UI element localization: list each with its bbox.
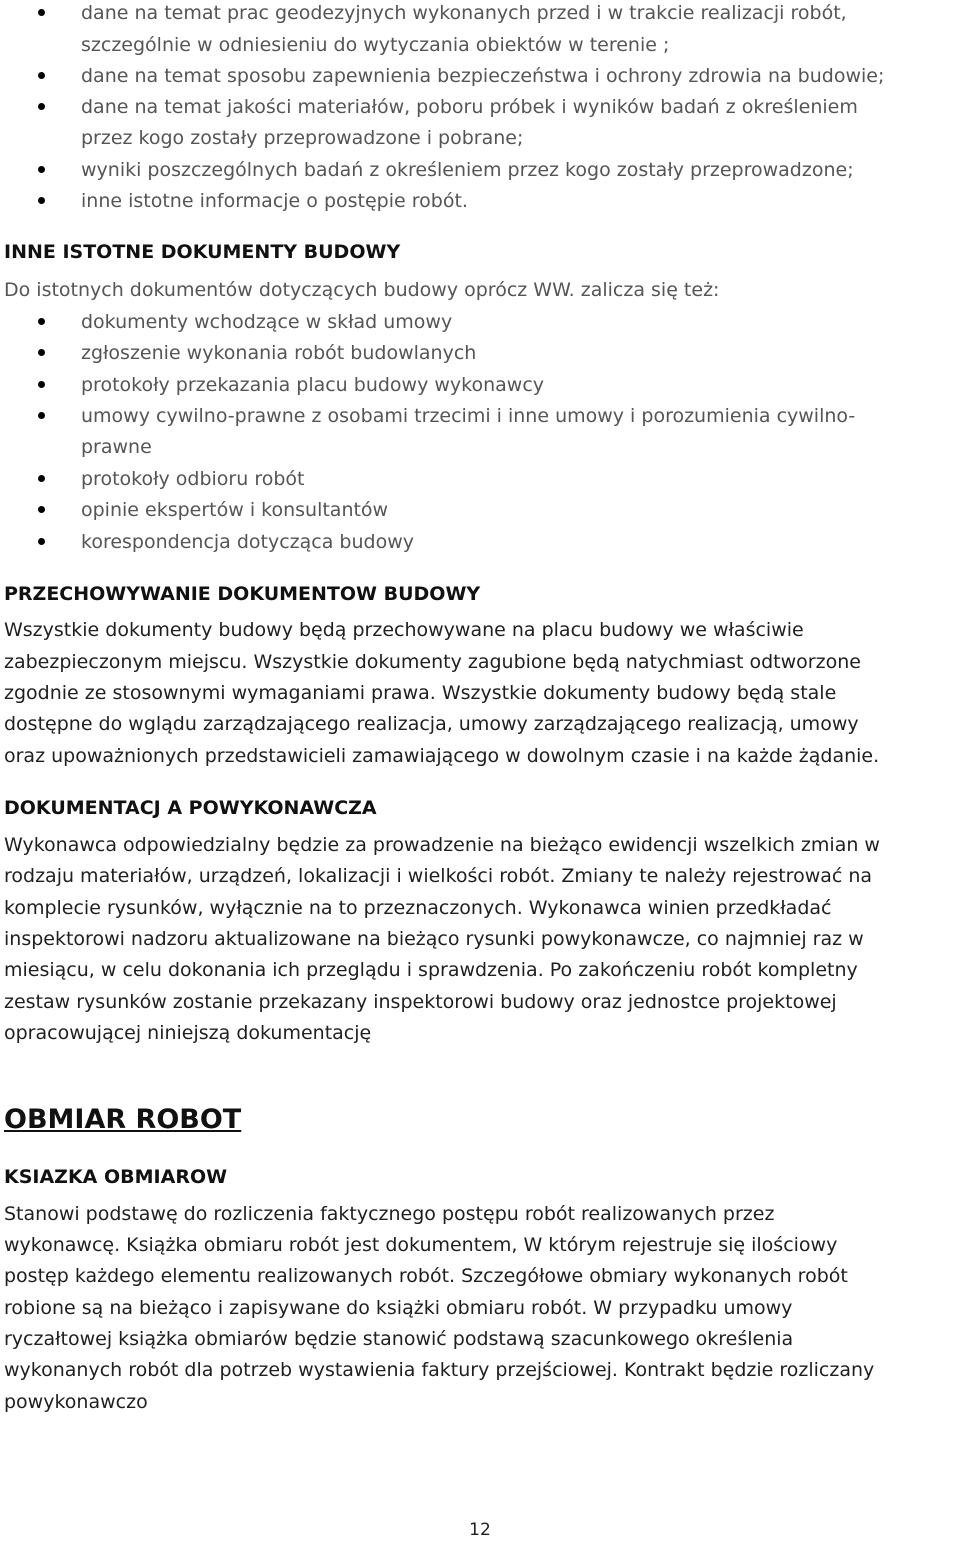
section-heading: PRZECHOWYWANIE DOKUMENTOW BUDOWY [4,583,481,605]
section-heading: DOKUMENTACJ A POWYKONAWCZA [4,797,377,819]
bullet-icon [38,381,45,388]
paragraph-line: zestaw rysunków zostanie przekazany inspektorowi budowy oraz jednostce projektowej [4,991,837,1013]
bullet-icon [38,72,45,79]
bullet-icon [38,412,45,419]
list-item: dokumenty wchodzące w skład umowy [81,311,453,333]
paragraph-line: ryczałtowej książka obmiarów będzie stanowić podstawą szacunkowego określenia [4,1328,794,1350]
paragraph-line: powykonawczo [4,1391,148,1413]
bullet-icon [38,506,45,513]
list-item: inne istotne informacje o postępie robót. [81,190,468,212]
paragraph-line: miesiącu, w celu dokonania ich przeglądu i sprawdzenia. Po zakończeniu robót kompletny [4,959,858,981]
page-number: 12 [469,1520,491,1540]
list-item-continuation: przez kogo zostały przeprowadzone i pobrane; [81,127,524,149]
paragraph-line: komplecie rysunków, wyłącznie na to przeznaczonych. Wykonawca winien przedkładać [4,897,832,919]
list-item: dane na temat prac geodezyjnych wykonanych przed i w trakcie realizacji robót, [81,2,847,24]
list-item-continuation: prawne [81,436,152,458]
paragraph-line: oraz upoważnionych przedstawicieli zamawiającego w dowolnym czasie i na każde żądanie. [4,745,880,767]
bullet-icon [38,197,45,204]
bullet-icon [38,103,45,110]
paragraph-line: zabezpieczonym miejscu. Wszystkie dokumenty zagubione będą natychmiast odtworzone [4,651,861,673]
bullet-icon [38,318,45,325]
paragraph-line: wykonawcę. Książka obmiaru robót jest dokumentem, W którym rejestruje się ilościowy [4,1234,838,1256]
bullet-icon [38,166,45,173]
bullet-icon [38,349,45,356]
paragraph-line: postęp każdego elementu realizowanych robót. Szczegółowe obmiary wykonanych robót [4,1265,848,1287]
section-heading: KSIAZKA OBMIAROW [4,1166,228,1188]
list-item: dane na temat jakości materiałów, poboru próbek i wyników badań z określeniem [81,96,858,118]
paragraph-line: opracowującej niniejszą dokumentację [4,1022,372,1044]
paragraph-line: wykonanych robót dla potrzeb wystawienia faktury przejściowej. Kontrakt będzie rozliczany [4,1359,875,1381]
paragraph-line: rodzaju materiałów, urządzeń, lokalizacji i wielkości robót. Zmiany te należy rejestrować na [4,865,873,887]
list-item: zgłoszenie wykonania robót budowlanych [81,342,477,364]
list-item: korespondencja dotycząca budowy [81,531,415,553]
list-item: umowy cywilno-prawne z osobami trzecimi i inne umowy i porozumienia cywilno- [81,405,856,427]
list-item: opinie ekspertów i konsultantów [81,499,389,521]
section-heading: INNE ISTOTNE DOKUMENTY BUDOWY [4,241,401,263]
paragraph-line: Wszystkie dokumenty budowy będą przechowywane na placu budowy we właściwie [4,619,804,641]
list-item: wyniki poszczególnych badań z określeniem przez kogo zostały przeprowadzone; [81,159,854,181]
list-item: dane na temat sposobu zapewnienia bezpieczeństwa i ochrony zdrowia na budowie; [81,65,885,87]
bullet-icon [38,475,45,482]
list-item: protokoły przekazania placu budowy wykonawcy [81,374,545,396]
paragraph-line: inspektorowi nadzoru aktualizowane na bieżąco rysunki powykonawcze, co najmniej raz w [4,928,864,950]
paragraph-line: dostępne do wglądu zarządzającego realizacja, umowy zarządzającego realizacją, umowy [4,713,859,735]
paragraph-line: zgodnie ze stosownymi wymaganiami prawa. Wszystkie dokumenty budowy będą stale [4,682,837,704]
bullet-icon [38,9,45,16]
list-item-continuation: szczególnie w odniesieniu do wytyczania obiektów w terenie ; [81,34,670,56]
list-item: protokoły odbioru robót [81,468,305,490]
paragraph-line: Do istotnych dokumentów dotyczących budowy oprócz WW. zalicza się też: [4,279,720,301]
paragraph-line: Wykonawca odpowiedzialny będzie za prowadzenie na bieżąco ewidencji wszelkich zmian w [4,834,880,856]
chapter-title: OBMIAR ROBOT [4,1104,242,1135]
paragraph-line: robione są na bieżąco i zapisywane do książki obmiaru robót. W przypadku umowy [4,1297,793,1319]
paragraph-line: Stanowi podstawę do rozliczenia faktycznego postępu robót realizowanych przez [4,1203,775,1225]
bullet-icon [38,538,45,545]
